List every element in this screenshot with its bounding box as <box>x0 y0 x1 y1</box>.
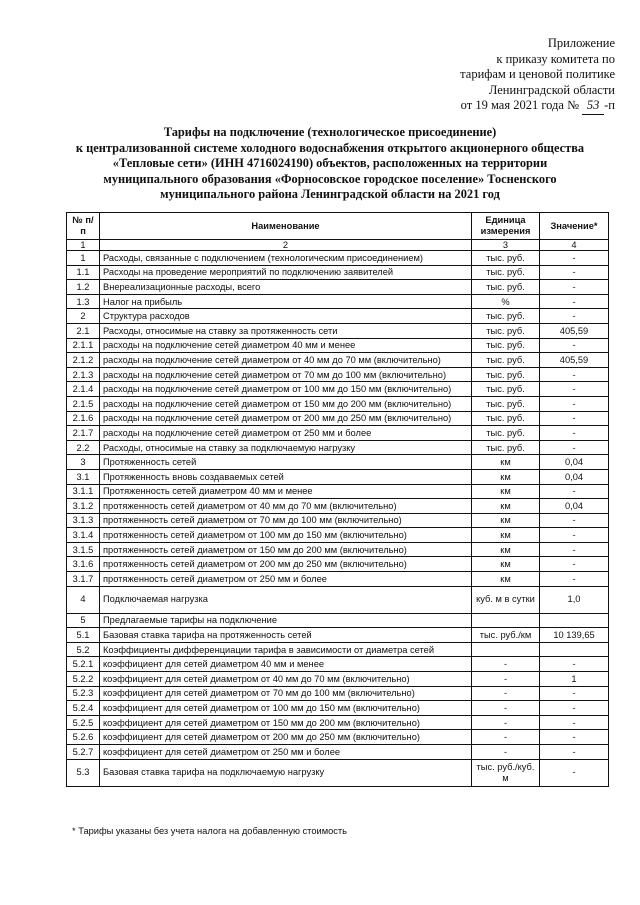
appendix-line: к приказу комитета по <box>496 51 615 66</box>
row-value: - <box>540 572 609 587</box>
row-name: расходы на подключение сетей диаметром от 70 мм до 100 мм (включительно) <box>100 367 472 382</box>
row-value: - <box>540 367 609 382</box>
table-row <box>67 657 609 672</box>
row-value: - <box>540 542 609 557</box>
title-line: к централизованной системе холодного водоснабжения открытого акционерного общества <box>75 140 585 155</box>
row-name: Предлагаемые тарифы на подключение <box>100 613 472 628</box>
row-unit: км <box>472 469 540 484</box>
column-index: 1 <box>67 240 100 251</box>
row-name: Коэффициенты дифференциации тарифа в зависимости от диаметра сетей <box>100 642 472 657</box>
row-number: 5.2.6 <box>67 730 100 745</box>
row-unit: тыс. руб. <box>472 323 540 338</box>
table-row <box>67 323 609 338</box>
row-name: коэффициент для сетей диаметром 40 мм и менее <box>100 657 472 672</box>
row-unit: км <box>472 557 540 572</box>
row-name: Внереализационные расходы, всего <box>100 280 472 295</box>
table-row <box>67 628 609 643</box>
table-row <box>67 265 609 280</box>
row-number: 2.1 <box>67 323 100 338</box>
row-name: протяженность сетей диаметром от 250 мм и более <box>100 572 472 587</box>
row-name: Протяженность сетей диаметром 40 мм и менее <box>100 484 472 499</box>
row-number: 2.1.4 <box>67 382 100 397</box>
row-unit: тыс. руб. <box>472 411 540 426</box>
table-row <box>67 613 609 628</box>
row-value: 0,04 <box>540 499 609 514</box>
row-number: 2.2 <box>67 440 100 455</box>
row-value: - <box>540 715 609 730</box>
row-unit: тыс. руб. <box>472 426 540 441</box>
title-line: Тарифы на подключение (технологическое присоединение) <box>163 125 497 139</box>
appendix-line: тарифам и ценовой политике <box>460 67 615 81</box>
row-value: - <box>540 411 609 426</box>
row-name: протяженность сетей диаметром от 150 мм до 200 мм (включительно) <box>100 542 472 557</box>
row-value: - <box>540 701 609 716</box>
title-line: муниципального района Ленинградской области на 2021 год <box>160 187 500 202</box>
row-number: 5.2.7 <box>67 745 100 760</box>
row-unit: тыс. руб. <box>472 440 540 455</box>
row-unit: тыс. руб. <box>472 396 540 411</box>
row-value: 0,04 <box>540 469 609 484</box>
row-number: 2.1.7 <box>67 426 100 441</box>
row-value: - <box>540 686 609 701</box>
table-row <box>67 586 609 613</box>
row-name: расходы на подключение сетей диаметром от 250 мм и более <box>100 426 472 441</box>
row-unit <box>472 642 540 657</box>
row-value: - <box>540 759 609 786</box>
appendix-date-line <box>395 98 615 115</box>
row-unit: тыс. руб. <box>472 353 540 368</box>
row-unit: тыс. руб. <box>472 382 540 397</box>
table-row <box>67 672 609 687</box>
row-number: 2.1.1 <box>67 338 100 353</box>
table-row <box>67 396 609 411</box>
header-name: Наименование <box>100 213 472 240</box>
row-value: - <box>540 251 609 266</box>
table-header-row <box>67 213 609 240</box>
table-row <box>67 499 609 514</box>
row-name: расходы на подключение сетей диаметром 40 мм и менее <box>100 338 472 353</box>
table-row <box>67 572 609 587</box>
table-row <box>67 484 609 499</box>
table-row <box>67 528 609 543</box>
table-row <box>67 411 609 426</box>
row-number: 3.1.2 <box>67 499 100 514</box>
order-number: 53 <box>582 98 604 115</box>
row-value: - <box>540 657 609 672</box>
row-name: Расходы, относимые на ставку за подключаемую нагрузку <box>100 440 472 455</box>
row-name: расходы на подключение сетей диаметром от 100 мм до 150 мм (включительно) <box>100 382 472 397</box>
row-name: коэффициент для сетей диаметром от 250 мм и более <box>100 745 472 760</box>
row-name: коэффициент для сетей диаметром от 200 мм до 250 мм (включительно) <box>100 730 472 745</box>
row-number: 5.2.5 <box>67 715 100 730</box>
row-name: Базовая ставка тарифа на подключаемую нагрузку <box>100 759 472 786</box>
row-number: 3.1.1 <box>67 484 100 499</box>
table-row <box>67 701 609 716</box>
row-number: 3.1.3 <box>67 513 100 528</box>
table-row <box>67 730 609 745</box>
order-suffix: -п <box>604 98 615 112</box>
row-name: Расходы на проведение мероприятий по подключению заявителей <box>100 265 472 280</box>
title-line: муниципального образования «Форносовское городское поселение» Тосненского <box>103 171 557 186</box>
row-name: расходы на подключение сетей диаметром от 150 мм до 200 мм (включительно) <box>100 396 472 411</box>
column-index: 2 <box>100 240 472 251</box>
row-value: - <box>540 280 609 295</box>
row-unit: тыс. руб. <box>472 309 540 324</box>
row-value: - <box>540 513 609 528</box>
footnote: * Тарифы указаны без учета налога на добавленную стоимость <box>72 826 348 836</box>
row-value: - <box>540 745 609 760</box>
row-value: - <box>540 396 609 411</box>
table-row <box>67 759 609 786</box>
row-name: Структура расходов <box>100 309 472 324</box>
table-row <box>67 513 609 528</box>
table-row <box>67 309 609 324</box>
row-number: 3.1.4 <box>67 528 100 543</box>
row-value: 405,59 <box>540 323 609 338</box>
table-row <box>67 251 609 266</box>
row-value: - <box>540 528 609 543</box>
document-title <box>40 125 620 203</box>
row-name: Расходы, связанные с подключением (технологическим присоединением) <box>100 251 472 266</box>
table-row <box>67 280 609 295</box>
row-unit: км <box>472 528 540 543</box>
row-value: - <box>540 440 609 455</box>
row-number: 1.3 <box>67 294 100 309</box>
row-name: коэффициент для сетей диаметром от 40 мм до 70 мм (включительно) <box>100 672 472 687</box>
row-unit: км <box>472 542 540 557</box>
table-row <box>67 426 609 441</box>
row-number: 4 <box>67 586 100 613</box>
row-name: расходы на подключение сетей диаметром от 200 мм до 250 мм (включительно) <box>100 411 472 426</box>
row-name: Протяженность вновь создаваемых сетей <box>100 469 472 484</box>
table-row <box>67 469 609 484</box>
table-row <box>67 382 609 397</box>
row-name: Базовая ставка тарифа на протяженность сетей <box>100 628 472 643</box>
appendix-date: от 19 мая 2021 года № <box>460 98 580 112</box>
row-unit: - <box>472 730 540 745</box>
header-value: Значение* <box>540 213 609 240</box>
row-value: - <box>540 294 609 309</box>
row-unit: км <box>472 484 540 499</box>
row-unit <box>472 613 540 628</box>
row-name: протяженность сетей диаметром от 70 мм до 100 мм (включительно) <box>100 513 472 528</box>
row-number: 5 <box>67 613 100 628</box>
row-value: 1,0 <box>540 586 609 613</box>
row-number: 5.2 <box>67 642 100 657</box>
row-number: 3.1.6 <box>67 557 100 572</box>
row-name: Протяженность сетей <box>100 455 472 470</box>
row-number: 5.2.3 <box>67 686 100 701</box>
row-value: 405,59 <box>540 353 609 368</box>
row-unit: км <box>472 455 540 470</box>
row-name: расходы на подключение сетей диаметром от 40 мм до 70 мм (включительно) <box>100 353 472 368</box>
row-unit: - <box>472 686 540 701</box>
row-number: 2.1.3 <box>67 367 100 382</box>
appendix-line: Приложение <box>547 36 615 50</box>
row-value: 10 139,65 <box>540 628 609 643</box>
row-value: - <box>540 309 609 324</box>
column-index: 4 <box>540 240 609 251</box>
row-number: 3.1.7 <box>67 572 100 587</box>
row-unit: тыс. руб. <box>472 367 540 382</box>
row-number: 5.2.4 <box>67 701 100 716</box>
table-row <box>67 455 609 470</box>
table-row <box>67 686 609 701</box>
row-value: 0,04 <box>540 455 609 470</box>
row-number: 1.1 <box>67 265 100 280</box>
header-number: № п/п <box>67 213 100 240</box>
row-number: 3.1.5 <box>67 542 100 557</box>
row-unit: тыс. руб. <box>472 280 540 295</box>
row-name: протяженность сетей диаметром от 100 мм до 150 мм (включительно) <box>100 528 472 543</box>
title-line: «Тепловые сети» (ИНН 4716024190) объектов, расположенных на территории <box>112 156 548 171</box>
table-row <box>67 557 609 572</box>
table-row <box>67 440 609 455</box>
row-unit: тыс. руб. <box>472 251 540 266</box>
table-row <box>67 353 609 368</box>
row-name: Налог на прибыль <box>100 294 472 309</box>
row-unit: тыс. руб./куб. м <box>472 759 540 786</box>
row-unit: - <box>472 657 540 672</box>
table-row <box>67 542 609 557</box>
row-value: - <box>540 382 609 397</box>
row-unit: тыс. руб./км <box>472 628 540 643</box>
column-index: 3 <box>472 240 540 251</box>
row-value: - <box>540 730 609 745</box>
row-value <box>540 613 609 628</box>
row-number: 1.2 <box>67 280 100 295</box>
row-name: протяженность сетей диаметром от 200 мм до 250 мм (включительно) <box>100 557 472 572</box>
row-name: коэффициент для сетей диаметром от 70 мм до 100 мм (включительно) <box>100 686 472 701</box>
column-index-row <box>67 240 609 251</box>
table-row <box>67 338 609 353</box>
row-number: 1 <box>67 251 100 266</box>
row-number: 3 <box>67 455 100 470</box>
row-number: 2.1.2 <box>67 353 100 368</box>
row-name: коэффициент для сетей диаметром от 150 мм до 200 мм (включительно) <box>100 715 472 730</box>
table-row <box>67 642 609 657</box>
row-unit: куб. м в сутки <box>472 586 540 613</box>
row-value <box>540 642 609 657</box>
row-unit: км <box>472 572 540 587</box>
row-unit: км <box>472 499 540 514</box>
row-number: 2 <box>67 309 100 324</box>
row-number: 5.1 <box>67 628 100 643</box>
table-row <box>67 294 609 309</box>
row-value: 1 <box>540 672 609 687</box>
row-name: протяженность сетей диаметром от 40 мм до 70 мм (включительно) <box>100 499 472 514</box>
row-unit: тыс. руб. <box>472 338 540 353</box>
table-row <box>67 367 609 382</box>
row-unit: - <box>472 745 540 760</box>
appendix-header <box>395 36 615 115</box>
header-unit: Единица измерения <box>472 213 540 240</box>
row-unit: - <box>472 701 540 716</box>
row-value: - <box>540 338 609 353</box>
row-number: 5.3 <box>67 759 100 786</box>
row-number: 3.1 <box>67 469 100 484</box>
row-number: 5.2.1 <box>67 657 100 672</box>
table-row <box>67 745 609 760</box>
row-unit: - <box>472 672 540 687</box>
table-body <box>67 251 609 787</box>
row-unit: км <box>472 513 540 528</box>
row-unit: тыс. руб. <box>472 265 540 280</box>
row-value: - <box>540 557 609 572</box>
row-name: коэффициент для сетей диаметром от 100 мм до 150 мм (включительно) <box>100 701 472 716</box>
row-value: - <box>540 265 609 280</box>
row-name: Расходы, относимые на ставку за протяженность сети <box>100 323 472 338</box>
row-value: - <box>540 484 609 499</box>
row-name: Подключаемая нагрузка <box>100 586 472 613</box>
appendix-line: Ленинградской области <box>488 82 615 97</box>
row-number: 2.1.6 <box>67 411 100 426</box>
row-number: 5.2.2 <box>67 672 100 687</box>
table-row <box>67 715 609 730</box>
row-number: 2.1.5 <box>67 396 100 411</box>
row-value: - <box>540 426 609 441</box>
tariff-table <box>66 212 609 787</box>
row-unit: % <box>472 294 540 309</box>
row-unit: - <box>472 715 540 730</box>
